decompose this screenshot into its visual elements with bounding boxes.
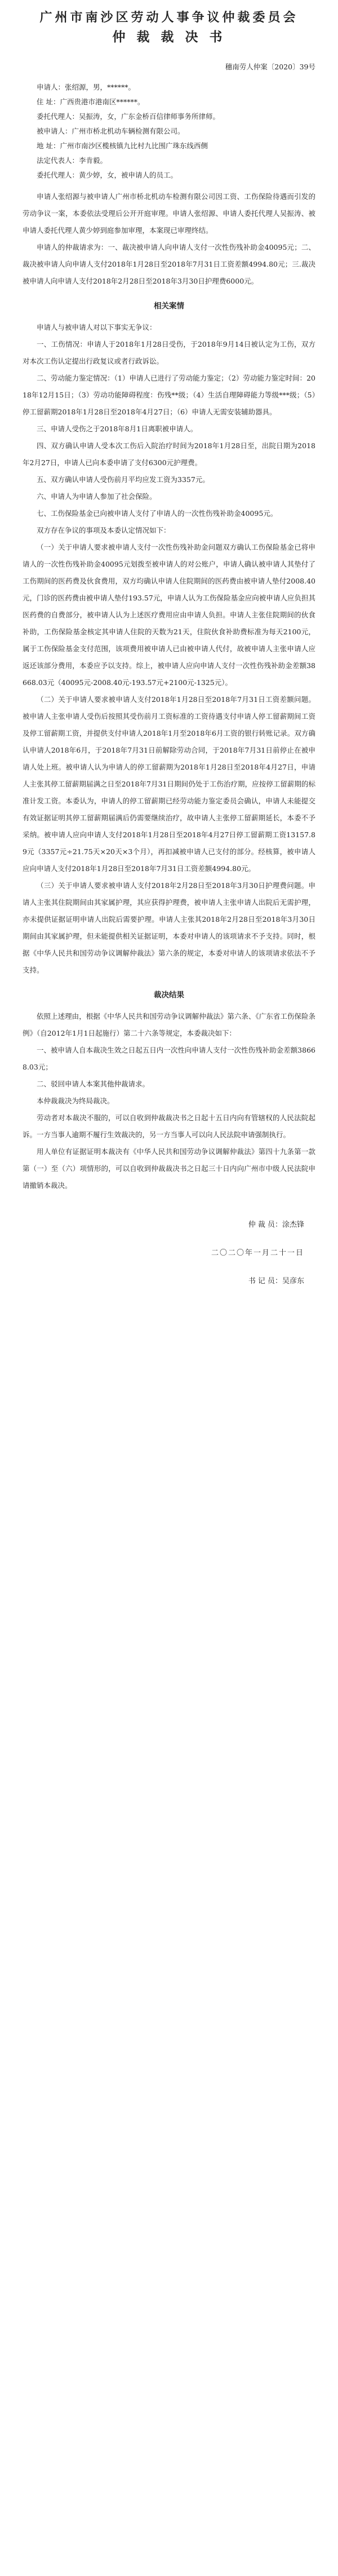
clerk-signature: 书 记 员：吴彦东	[248, 1277, 304, 1285]
dispute-paragraph: （二）关于申请人要求被申请人支付2018年1月28日至2018年7月31日工资差额问题。被申请人主张申请人受伤后按照其受伤前月工资标准的工资待遇支付申请人停工留薪期间工资及停工留薪期工资，并提供支付申请人2018年1月至2018年6月工资的银行转账记录。双方确认申请人2018年6月，于2018年7月31日前解除劳动合同，于2018年7月31日前停止在被申请人处上班。被申请人认为申请人的停工留薪期为2018年1月28日至2018年4月27日，申请人主张其停工留薪期届满之日至2018年7月31日期间仍处于工伤治疗期，应按停工留薪期的标准计发工资。本委认为，申请人的停工留薪期已经劳动能力鉴定委员会确认，申请人未能提交有效证据证明其停工留薪期届满后仍需要继续治疗，故申请人主张停工留薪期延长，本委不予采纳。被申请人应向申请人支付2018年1月28日至2018年4月27日停工留薪期工资13157.89元（3357元÷21.75天×20天×3个月），再扣减被申请人已支付的部分。经核算，被申请人应向申请人支付2018年1月28日至2018年7月31日工资差额4994.80元。	[23, 695, 315, 873]
facts-paragraph: 七、工伤保险基金已向被申请人支付了申请人的一次性伤残补助金40095元。	[37, 509, 278, 518]
party-line: 委托代理人：黄少婷，女，被申请人的员工。	[37, 171, 178, 179]
ruling-section-title: 裁决结果	[154, 991, 184, 1000]
dispute-paragraph: （三）关于申请人要求被申请人支付2018年2月28日至2018年3月30日护理费问题。申请人主张其住院期间由其家属护理，其应获得护理费，被申请人主张申请人出院后无需护理，亦未提供证据证明申请人出院后需要护理。申请人主张其2018年2月28日至2018年3月30日期间由其家属护理，但未能提供相关证据证明，本委对申请人的该项请求不予支持。同时，根据《中华人民共和国劳动争议调解仲裁法》第六条的规定，本委对申请人的该项请求依法不予支持。	[23, 881, 315, 974]
party-line: 地 址：广州市南沙区榄核镇九比村九比围广珠东线西侧	[37, 142, 208, 150]
issuing-organization: 广州市南沙区劳动人事争议仲裁委员会	[39, 10, 299, 25]
facts-paragraph: 一、工伤情况：申请人于2018年1月28日受伤，于2018年9月14日被认定为工伤，双方对本次工伤认定提出行政复议或者行政诉讼。	[23, 340, 315, 365]
signature-block	[23, 1217, 315, 1290]
intro-paragraph: 申请人张绍源与被申请人广州市桥北机动车检测有限公司因工资、工伤保险待遇而引发的劳动争议一案，本委依法受理后公开开庭审理。申请人张绍源、申请人委托代理人吴振涛、被申请人委托代理人黄少婷到庭参加审理，本案现已审理终结。	[23, 192, 315, 235]
ruling-paragraph: 劳动者对本裁决不服的，可以自收到仲裁裁决书之日起十五日内向有管辖权的人民法院起诉。一方当事人逾期不履行生效裁决的，另一方当事人可以向人民法院申请强制执行。	[23, 1114, 315, 1139]
facts-block	[23, 319, 315, 979]
facts-section-title: 相关案情	[154, 302, 184, 311]
party-line: 法定代表人：李肯毅。	[37, 156, 108, 165]
ruling-paragraph: 用人单位有证据证明本裁决有《中华人民共和国劳动争议调解仲裁法》第四十九条第一款第（一）至（六）项情形的，可以自收到仲裁裁决书之日起三十日内向广州市中级人民法院申请撤销本裁决。	[23, 1147, 315, 1190]
claims-paragraph: 申请人的仲裁请求为：一、裁决被申请人向申请人支付一次性伤残补助金40095元；二、裁决被申请人向申请人支付2018年1月28日至2018年7月31日工资差额4994.80元；三.裁决被申请人向申请人支付2018年2月28日至2018年3月30日护理费6000元。	[23, 243, 315, 285]
facts-paragraph: 二、劳动能力鉴定情况：（1）申请人已进行了劳动能力鉴定；（2）劳动能力鉴定时间：2018年12月15日；（3）劳动功能障碍程度：伤残**级；（4）生活自理障碍能力等级***级；（5）停工留薪期2018年1月28日至2018年4月27日；（6）申请人无需安装辅助器具。	[23, 374, 315, 416]
ruling-block	[23, 1008, 315, 1194]
party-line: 住 址：广西贵港市港南区******。	[37, 98, 145, 106]
facts-paragraph: 三、申请人受伤之于2018年8月1日离职被申请人。	[37, 425, 198, 433]
facts-paragraph: 双方存在争议的事项及本委认定情况如下：	[37, 526, 171, 534]
party-line: 申请人：张绍源，男，******。	[37, 83, 136, 91]
party-line: 被申请人：广州市桥北机动车辆检测有限公司。	[37, 127, 185, 135]
ruling-paragraph: 本仲裁裁决为终局裁决。	[37, 1097, 114, 1105]
facts-paragraph: 五、双方确认申请人受伤前月平均应发工资为3357元。	[37, 475, 210, 484]
case-number: 穗南劳人仲案〔2020〕39号	[225, 63, 315, 71]
ruling-date: 二〇二〇年一月二十一日	[211, 1249, 304, 1257]
ruling-item: 二、驳回申请人本案其他仲裁请求。	[37, 1080, 150, 1088]
parties-block	[23, 80, 315, 183]
ruling-item: 一、被申请人自本裁决生效之日起五日内一次性向申请人支付一次性伤残补助金差额38668.03元；	[23, 1046, 315, 1071]
facts-paragraph: 申请人与被申请人对以下事实无争议：	[37, 323, 157, 332]
document-title: 仲 裁 裁 决 书	[112, 29, 226, 45]
arbitrator-signature: 仲 裁 员：涂杰锋	[248, 1221, 304, 1229]
facts-paragraph: 四、双方确认申请人受本次工伤后入院治疗时间为2018年1月28日至，出院日期为2018年2月27日，申请人已向本委申请了支付6300元护理费。	[23, 441, 315, 467]
ruling-paragraph: 依照上述理由，根据《中华人民共和国劳动争议调解仲裁法》第六条、《广东省工伤保险条例》（自2012年1月1日起施行）第二十六条等规定，本委裁决如下：	[23, 1012, 315, 1037]
intro-block	[23, 188, 315, 290]
dispute-paragraph: （一）关于申请人要求被申请人支付一次性伤残补助金问题双方确认工伤保险基金已将申请人的一次性伤残补助金40095元划拨至被申请人的对公账户，申请人确认被申请人其垫付了工伤期间的医药费及伙食费用，双方均确认申请人住院期间的医药费由被申请人垫付2008.40元，门诊的医药费由被申请人垫付193.57元，申请人认为工伤保险基金应向被申请人应负担其医药费的自费部分，被申请人认为上述医疗费用应由申请人负担。申请人主张住院期间的伙食补助，工伤保险基金核定其申请人住院的天数为21天，住院伙食补助费标准为每天2100元，属于工伤保险基金支付范围，该项费用被申请人已由被申请人代付，故被申请人主张申请人应返还该部分费用，本委应予以支持。综上，被申请人应向申请人支付一次性伤残补助金差额38668.03元（40095元-2008.40元-193.57元+2100元-1325元）。	[23, 543, 315, 687]
party-line: 委托代理人：吴振涛，女，广东金桥百信律师事务所律师。	[37, 112, 220, 121]
facts-paragraph: 六、申请人为申请人参加了社会保险。	[37, 492, 157, 501]
